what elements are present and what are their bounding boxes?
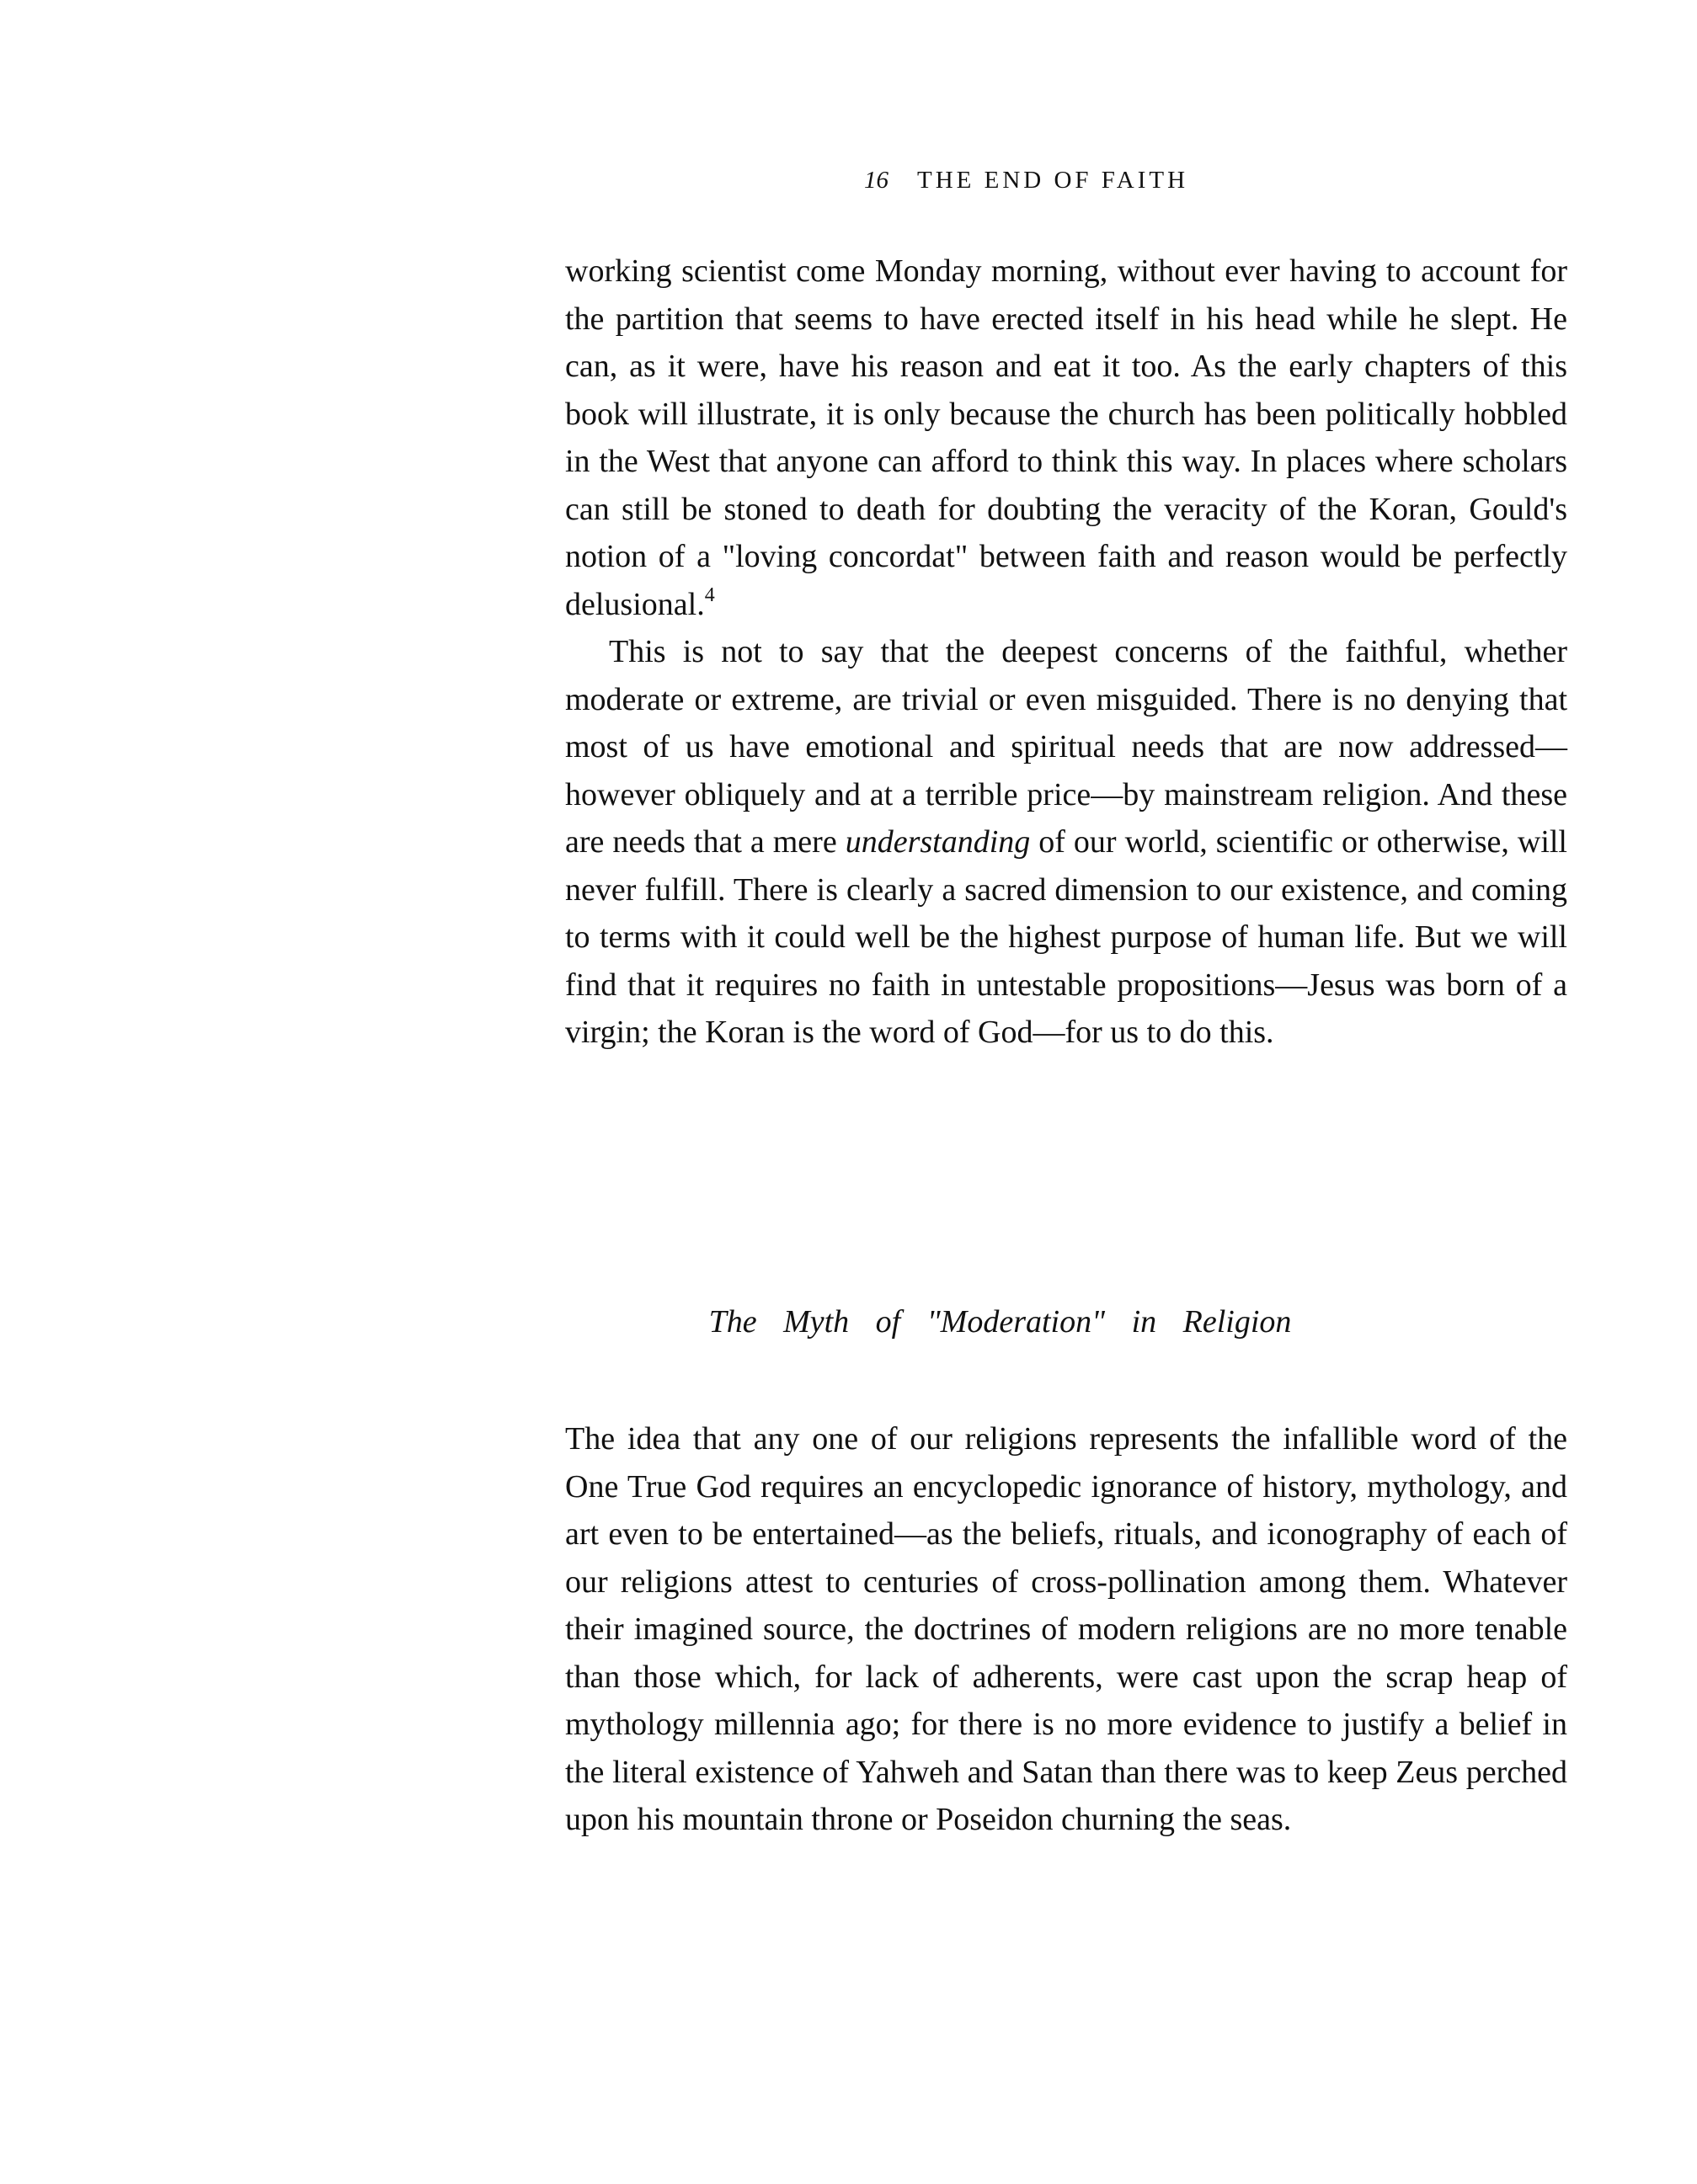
paragraph-1 bbox=[565, 248, 1567, 628]
paragraph-2 bbox=[565, 628, 1567, 1057]
paragraph-2-emphasis: understanding bbox=[845, 824, 1031, 860]
body-text-top bbox=[565, 248, 1567, 1057]
section-heading: The Myth of "Moderation" in Religion bbox=[708, 1304, 1292, 1340]
paragraph-2-text-start: This is not to say that the deepest concerns of the faithful, whether moderate or extreme, are trivial or even misguided. There is no denying that most of us have emotional and spiritual needs that are now addressed—however obliquely and at a terrible price—by mainstream religion. And these are needs that a mere bbox=[565, 634, 1567, 860]
running-head bbox=[864, 167, 1188, 194]
paragraph-1-text: working scientist come Monday morning, without ever having to account for the partition that seems to have erected itself in his head while he slept. He can, as it were, have his reason and eat it too. As the early chapters of this book will illustrate, it is only because the church has been politically hobbled in the West that anyone can afford to think this way. In places where scholars can still be stoned to death for doubting the veracity of the Koran, Gould's notion of a "loving concordat" between faith and reason would be perfectly delusional. bbox=[565, 253, 1567, 622]
paragraph-3: The idea that any one of our religions represents the infallible word of the One True God requires an encyclopedic ignorance of history, mythology, and art even to be entertained—as the beliefs, rituals, and iconography of each of our religions attest to centuries of cross-pollination among them. Whatever their imagined source, the doctrines of modern religions are no more tenable than those which, for lack of adherents, were cast upon the scrap heap of mythology millennia ago; for there is no more evidence to justify a belief in the literal existence of Yahweh and Satan than there was to keep Zeus perched upon his mountain throne or Poseidon churning the seas. bbox=[565, 1421, 1567, 1837]
page-number: 16 bbox=[864, 167, 889, 194]
book-title: THE END OF FAITH bbox=[917, 167, 1189, 194]
body-text-bottom bbox=[565, 1415, 1567, 1844]
footnote-reference[interactable]: 4 bbox=[704, 583, 715, 606]
paragraph-2-text-end: of our world, scientific or otherwise, will never fulfill. There is clearly a sacred dimension to our existence, and coming to terms with it could well be the highest purpose of human life. But we will find that it requires no faith in untestable propositions—Jesus was born of a virgin; the Koran is the word of God—for us to do this. bbox=[565, 824, 1567, 1050]
